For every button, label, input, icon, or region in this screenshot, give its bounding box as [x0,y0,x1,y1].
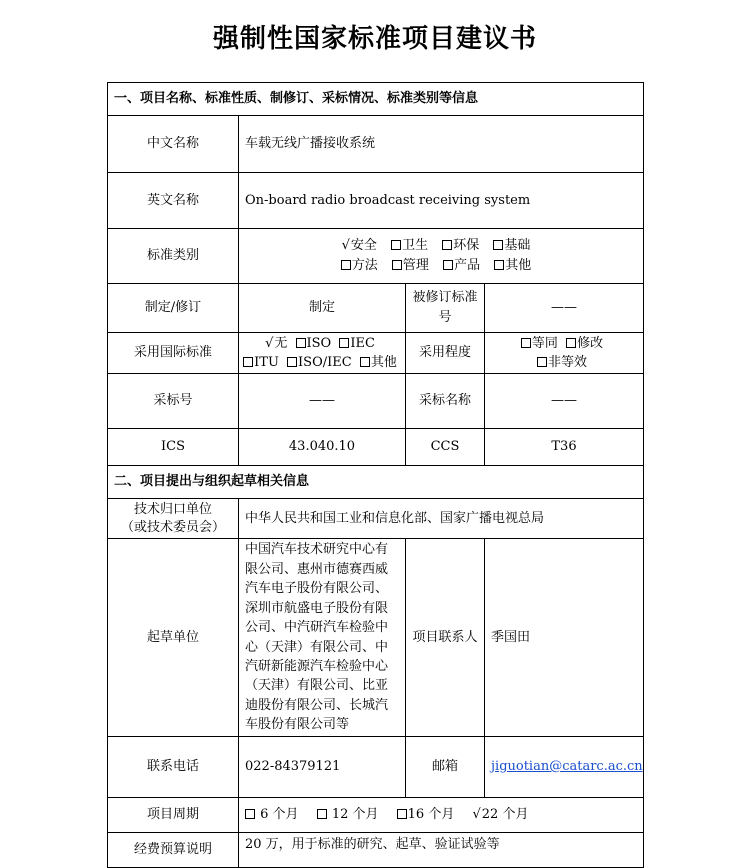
drafting-value [239,539,406,737]
category-option-health[interactable]: 卫生 [391,238,428,253]
contact-row [108,737,644,798]
standard-category-label: 标准类别 [108,229,239,284]
drafting-line: （天津）有限公司、比亚 [245,678,389,694]
budget-value: 20 万，用于标准的研究、起草、验证试验等 [239,833,644,868]
period-label: 项目周期 [108,798,239,833]
period-option-16[interactable]: 16 个月 [397,807,455,822]
drafting-line: 限公司、惠州市德赛西威 [245,561,389,577]
adopted-row [108,374,644,429]
phone-label: 联系电话 [108,737,239,798]
section2-heading: 二、项目提出与组织起草相关信息 [108,466,644,499]
revised-standard-value: —— [485,284,644,333]
ccs-value: T36 [485,429,644,466]
english-name-value: On-board radio broadcast receiving system [239,173,644,229]
checkbox-icon [360,357,370,367]
ics-label: ICS [108,429,239,466]
drafting-line: 迪股份有限公司、长城汽 [245,697,389,713]
period-row [108,798,644,833]
category-option-environment[interactable]: 环保 [442,238,479,253]
checkmark-icon: √ [341,238,350,253]
budget-label: 经费预算说明 [108,833,239,868]
revised-standard-label: 被修订标准号 [406,284,485,333]
degree-option-modified[interactable]: 修改 [566,336,603,351]
adoption-degree-label: 采用程度 [406,333,485,374]
intl-option-iso[interactable]: ISO [296,336,332,351]
drafting-line: 汽车电子股份有限公司、 [245,581,389,597]
checkmark-icon: √ [472,807,481,822]
category-option-safety[interactable]: √安全 [341,238,377,253]
category-option-management[interactable]: 管理 [392,258,429,273]
period-option-22[interactable]: √22 个月 [472,807,529,822]
ccs-label: CCS [406,429,485,466]
intl-standard-options [239,333,406,374]
standard-category-options [239,229,644,284]
intl-standard-row [108,333,644,374]
adopted-name-label: 采标名称 [406,374,485,429]
checkbox-icon [521,338,531,348]
project-contact-value: 季国田 [485,539,644,737]
checkmark-icon: √ [265,336,274,351]
intl-standard-label: 采用国际标准 [108,333,239,374]
english-name-row [108,173,644,229]
drafting-line: 心（天津）有限公司、中 [245,639,389,655]
tech-unit-row [108,499,644,539]
drafting-line: 中国汽车技术研究中心有 [245,542,389,558]
chinese-name-row [108,116,644,173]
adopted-number-label: 采标号 [108,374,239,429]
section1-row [108,83,644,116]
drafting-line: 汽研新能源汽车检验中心 [245,658,389,674]
drafting-label: 起草单位 [108,539,239,737]
project-contact-label: 项目联系人 [406,539,485,737]
adopted-name-value: —— [485,374,644,429]
checkbox-icon [493,240,503,250]
drafting-line: 公司、中汽研汽车检验中 [245,620,389,636]
category-option-method[interactable]: 方法 [341,258,378,273]
adoption-degree-options [485,333,644,374]
intl-option-other[interactable]: 其他 [360,355,397,370]
checkbox-icon [317,809,327,819]
standard-category-row [108,229,644,284]
checkbox-icon [341,260,351,270]
ics-value: 43.040.10 [239,429,406,466]
checkbox-icon [494,260,504,270]
adopted-number-value: —— [239,374,406,429]
period-options [239,798,644,833]
degree-option-non-equivalent[interactable]: 非等效 [537,355,587,370]
checkbox-icon [537,357,547,367]
period-option-6[interactable]: 6 个月 [245,807,299,822]
chinese-name-value: 车载无线广播接收系统 [239,116,644,173]
chinese-name-label: 中文名称 [108,116,239,173]
degree-option-identical[interactable]: 等同 [521,336,558,351]
checkbox-icon [296,338,306,348]
category-option-product[interactable]: 产品 [443,258,480,273]
checkbox-icon [397,809,407,819]
checkbox-icon [339,338,349,348]
revision-value: 制定 [239,284,406,333]
budget-row [108,833,644,868]
section2-row [108,466,644,499]
drafting-line: 车股份有限公司等 [245,717,350,733]
intl-option-iso-iec[interactable]: ISO/IEC [287,355,352,370]
email-link[interactable]: jiguotian@catarc.ac.cn [491,759,643,774]
checkbox-icon [287,357,297,367]
checkbox-icon [566,338,576,348]
tech-unit-value: 中华人民共和国工业和信息化部、国家广播电视总局 [239,499,644,539]
intl-option-none[interactable]: √无 [265,336,288,351]
drafting-line: 深圳市航盛电子股份有限 [245,600,389,616]
checkbox-icon [243,357,253,367]
phone-value: 022-84379121 [239,737,406,798]
checkbox-icon [391,240,401,250]
codes-row [108,429,644,466]
checkbox-icon [245,809,255,819]
period-option-12[interactable]: 12 个月 [317,807,379,822]
intl-option-iec[interactable]: IEC [339,336,375,351]
section1-heading: 一、项目名称、标准性质、制修订、采标情况、标准类别等信息 [108,83,644,116]
checkbox-icon [443,260,453,270]
tech-unit-label: 技术归口单位 （或技术委员会） [108,499,239,539]
english-name-label: 英文名称 [108,173,239,229]
email-label: 邮箱 [406,737,485,798]
drafting-row [108,539,644,737]
category-option-basic[interactable]: 基础 [493,238,530,253]
document-title: 强制性国家标准项目建议书 [212,24,537,54]
checkbox-icon [392,260,402,270]
intl-option-itu[interactable]: ITU [243,355,279,370]
revision-label: 制定/修订 [108,284,239,333]
email-cell [485,737,644,798]
proposal-form-table [107,82,644,868]
category-option-other[interactable]: 其他 [494,258,531,273]
checkbox-icon [442,240,452,250]
revision-row [108,284,644,333]
